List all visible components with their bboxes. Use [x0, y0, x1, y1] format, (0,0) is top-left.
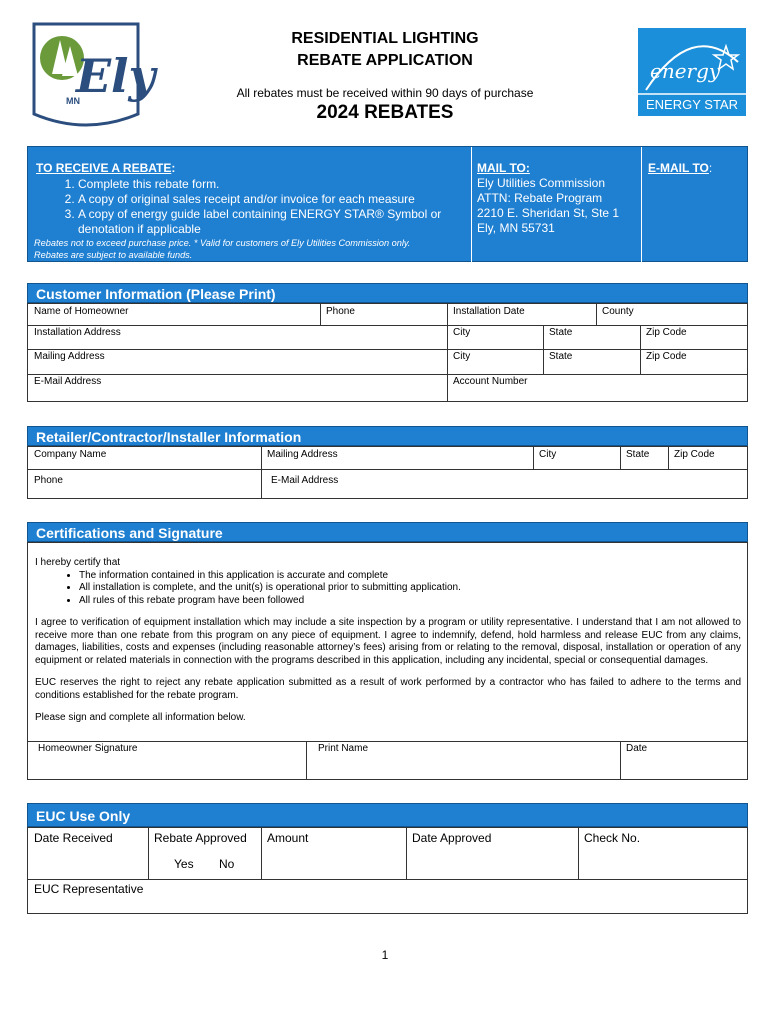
to-receive-heading: TO RECEIVE A REBATE: — [36, 161, 176, 175]
rebate-step: 1. Complete this rebate form. — [78, 177, 498, 192]
retailer-mailing-address-field[interactable]: Mailing Address — [267, 449, 338, 460]
sign-instruction: Please sign and complete all information below. — [35, 712, 246, 723]
mailing-city-field[interactable]: City — [453, 351, 471, 362]
certify-item: • All rules of this rebate program have been followed — [79, 595, 741, 608]
euc-use-heading: EUC Use Only — [27, 803, 748, 827]
retailer-state-field[interactable]: State — [626, 449, 650, 460]
retailer-info-grid — [27, 446, 748, 499]
mailing-zip-field[interactable]: Zip Code — [646, 351, 687, 362]
energy-star-label: ENERGY STAR — [646, 97, 738, 112]
rebate-approved-no-option[interactable]: No — [219, 857, 235, 871]
agreement-paragraph: I agree to verification of equipment installation which may include a site inspection by a program or utility representative. I understand that I am not allowed to receive more than one rebate from this program on any piece of equipment. I agree to indemnify, defend, hold harmless and release EUC from any claims, damages, liabilities, costs and expenses (including reasonable attorney’s fees) arising from or relating to the removal, disposal, installation or operation of any equipment or related materials in connection with the programs described in this application, including any incidental, special or consequential damages. — [35, 617, 741, 666]
certify-intro: I hereby certify that — [35, 557, 121, 568]
homeowner-name-field[interactable]: Name of Homeowner — [34, 306, 129, 317]
retailer-info-heading: Retailer/Contractor/Installer Information — [27, 426, 748, 446]
form-subtitle: All rebates must be received within 90 days of purchase — [236, 86, 534, 100]
retailer-city-field[interactable]: City — [539, 449, 557, 460]
certifications-heading: Certifications and Signature — [27, 522, 748, 542]
mail-line: ATTN: Rebate Program — [477, 191, 603, 205]
certify-list — [35, 570, 741, 608]
rebate-approved-label: Rebate Approved — [154, 831, 247, 845]
ely-logo-text: Ely — [76, 49, 156, 103]
form-title-line2: REBATE APPLICATION — [297, 52, 473, 69]
installation-zip-field[interactable]: Zip Code — [646, 327, 687, 338]
email-address-field[interactable]: E-Mail Address — [34, 376, 102, 387]
rebate-steps-list — [36, 177, 498, 237]
rebate-step: 3. A copy of energy guide label containing ENERGY STAR® Symbol or denotation if applicable — [78, 207, 498, 237]
homeowner-signature-field[interactable]: Homeowner Signature — [38, 743, 138, 754]
reject-paragraph: EUC reserves the right to reject any rebate application submitted as a result of work performed by a contractor who has failed to adhere to the terms and conditions established for the rebate program. — [35, 677, 741, 701]
phone-field[interactable]: Phone — [326, 306, 355, 317]
euc-representative-field[interactable]: EUC Representative — [34, 882, 144, 896]
account-number-field[interactable]: Account Number — [453, 376, 528, 387]
amount-field[interactable]: Amount — [267, 831, 309, 845]
installation-date-field[interactable]: Installation Date — [453, 306, 525, 317]
mailing-state-field[interactable]: State — [549, 351, 573, 362]
form-title-line1: RESIDENTIAL LIGHTING — [291, 30, 479, 47]
euc-use-grid — [27, 827, 748, 914]
check-number-field[interactable]: Check No. — [584, 831, 641, 845]
company-name-field[interactable]: Company Name — [34, 449, 107, 460]
installation-city-field[interactable]: City — [453, 327, 471, 338]
rebate-note: Rebates not to exceed purchase price. * Valid for customers of Ely Utilities Commission only. Rebates are subject to available funds. — [34, 238, 411, 260]
email-to-heading: E-MAIL TO: — [648, 161, 713, 175]
mail-to-block — [477, 161, 619, 236]
customer-info-grid — [27, 303, 748, 402]
mail-line: Ely, MN 55731 — [477, 221, 555, 235]
year-title: 2024 REBATES — [316, 102, 454, 123]
signature-date-field[interactable]: Date — [626, 743, 648, 754]
page-number: 1 — [381, 948, 389, 962]
retailer-email-field[interactable]: E-Mail Address — [271, 475, 339, 486]
energy-star-logo — [638, 28, 746, 116]
county-field[interactable]: County — [602, 306, 634, 317]
rebate-instructions-bar — [27, 146, 748, 262]
mailing-address-field[interactable]: Mailing Address — [34, 351, 105, 362]
rebate-step: 2. A copy of original sales receipt and/or invoice for each measure — [78, 192, 498, 207]
certify-item: • The information contained in this application is accurate and complete — [79, 570, 741, 583]
rebate-approved-yes-option[interactable]: Yes — [174, 857, 194, 871]
print-name-field[interactable]: Print Name — [318, 743, 369, 754]
ely-logo-state: MN — [66, 96, 80, 106]
installation-state-field[interactable]: State — [549, 327, 573, 338]
certify-item: • All installation is complete, and the unit(s) is operational prior to submitting application. — [79, 582, 741, 595]
customer-info-heading: Customer Information (Please Print) — [27, 283, 748, 303]
mail-line: 2210 E. Sheridan St, Ste 1 — [477, 206, 620, 220]
date-received-field[interactable]: Date Received — [34, 831, 113, 845]
certifications-box — [27, 542, 748, 780]
mail-line: Ely Utilities Commission — [477, 176, 606, 190]
energy-script-text: energy — [650, 59, 721, 83]
retailer-zip-field[interactable]: Zip Code — [674, 449, 715, 460]
retailer-phone-field[interactable]: Phone — [34, 475, 63, 486]
date-approved-field[interactable]: Date Approved — [412, 831, 492, 845]
installation-address-field[interactable]: Installation Address — [34, 327, 121, 338]
mail-to-heading: MAIL TO: — [477, 161, 530, 175]
